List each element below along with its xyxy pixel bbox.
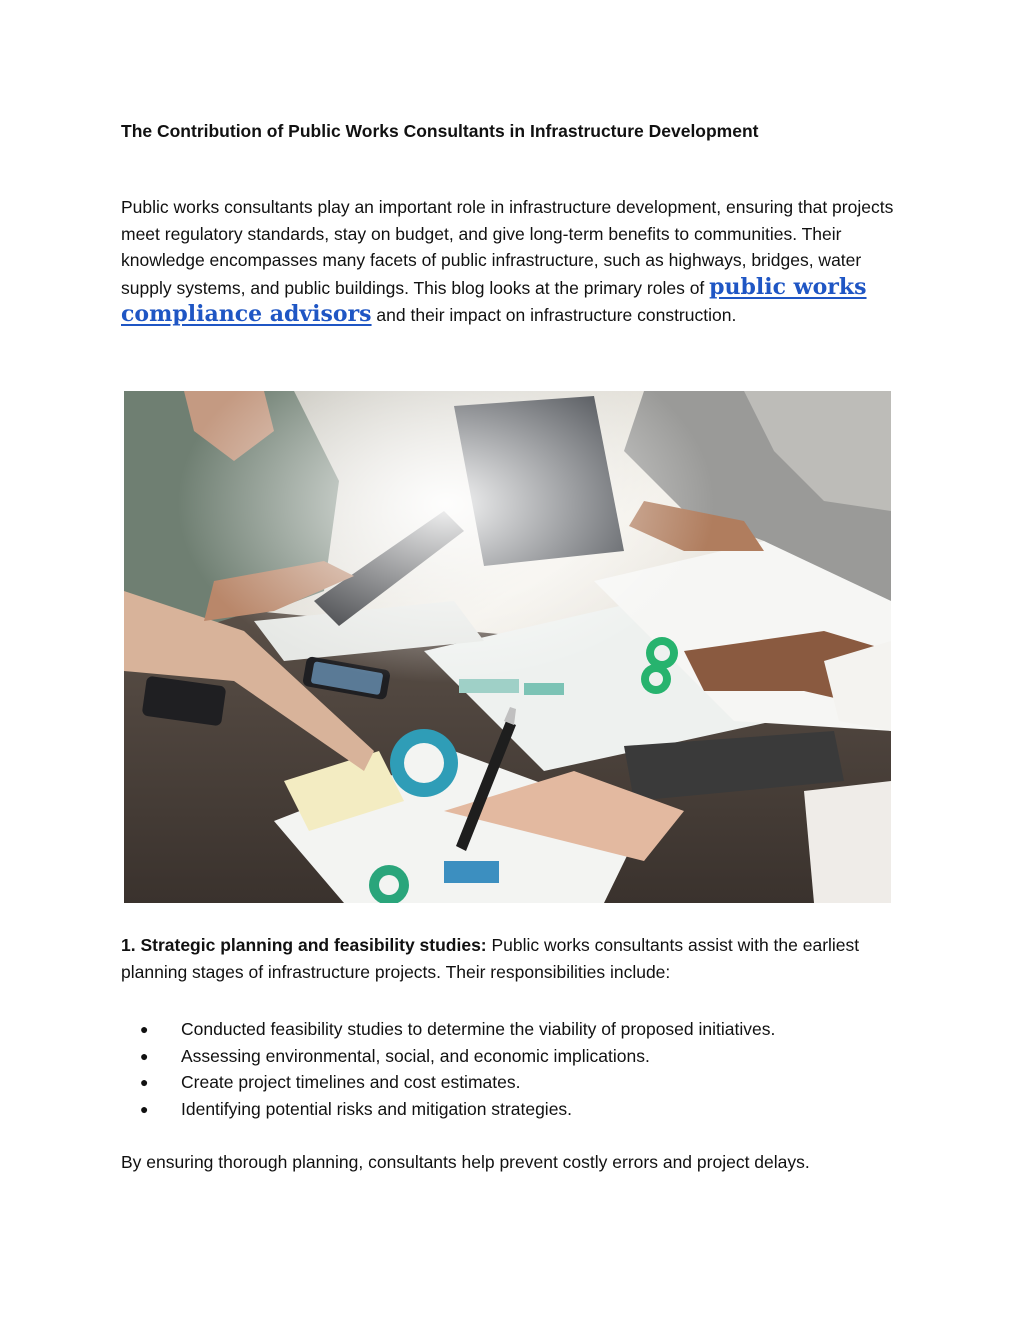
compliance-advisors-link[interactable]: public works compliance advisors: [121, 273, 867, 327]
bullet-icon: ●: [140, 1100, 149, 1117]
section-1-body: Public works consultants assist with the earliest planning stages of infrastructure projects. Their responsibilities include:: [121, 935, 860, 982]
team-meeting-photo: [124, 391, 891, 903]
list-item: [121, 1016, 911, 1043]
section-1-bullet-list: [121, 1016, 911, 1122]
list-item: [121, 1069, 911, 1096]
closing-paragraph: By ensuring thorough planning, consultants help prevent costly errors and project delays.: [121, 1152, 810, 1172]
list-item-text: Conducted feasibility studies to determine the viability of proposed initiatives.: [181, 1019, 776, 1039]
intro-text-before-link: Public works consultants play an important role in infrastructure development, ensuring that projects meet regulatory standards, stay on budget, and give long-term benefits to communities. Their knowledge encompasses many facets of public infrastructure, such as highways, bridges, water supply systems, and public buildings. This blog looks at the primary roles of: [121, 197, 894, 298]
list-item-text: Assessing environmental, social, and economic implications.: [181, 1045, 650, 1066]
intro-paragraph: [121, 194, 911, 329]
bullet-icon: ●: [140, 1047, 149, 1064]
bullet-icon: ●: [140, 1074, 149, 1090]
document-title: The Contribution of Public Works Consultants in Infrastructure Development: [121, 121, 759, 141]
bullet-icon: ●: [140, 1021, 149, 1037]
list-item-text: Identifying potential risks and mitigation strategies.: [181, 1098, 573, 1119]
list-item-text: Create project timelines and cost estimates.: [181, 1072, 521, 1092]
list-item: [121, 1043, 911, 1070]
section-1-heading: 1. Strategic planning and feasibility studies:: [121, 935, 487, 955]
intro-text-after-link: and their impact on infrastructure construction.: [371, 305, 737, 325]
section-1-paragraph: [121, 932, 911, 986]
list-item: [121, 1096, 911, 1123]
